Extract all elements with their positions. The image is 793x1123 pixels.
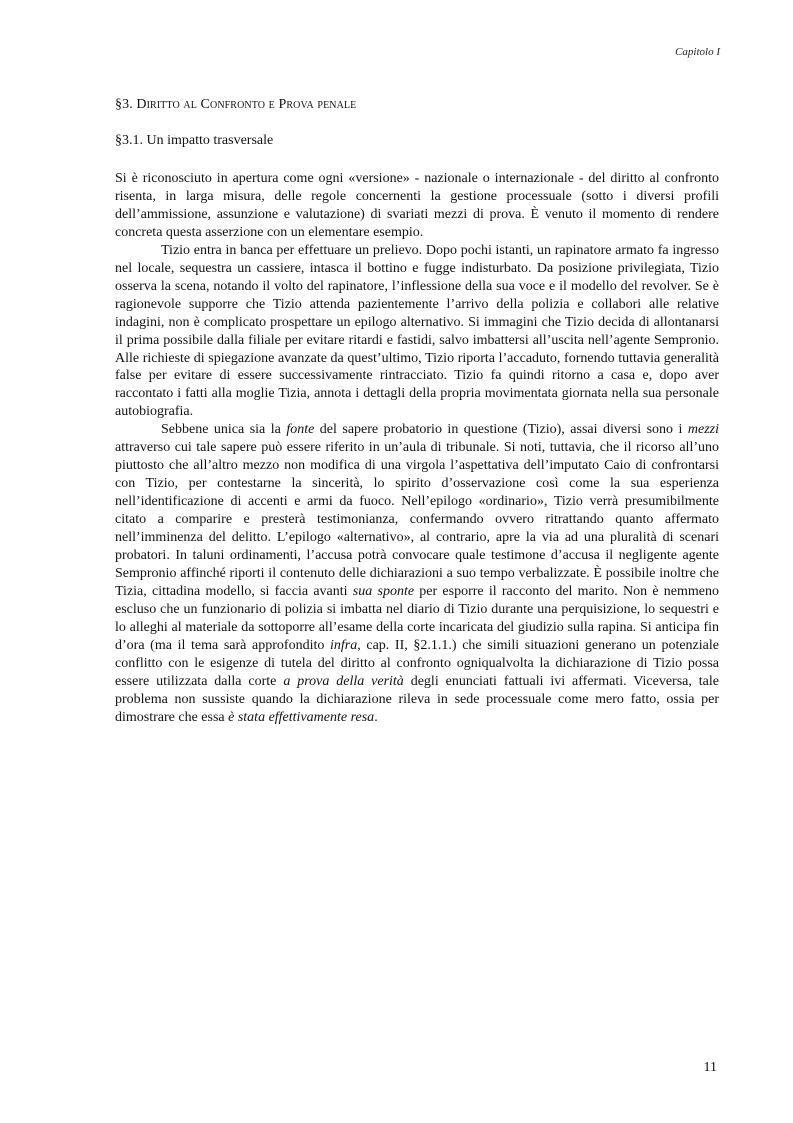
paragraph-1: Si è riconosciuto in apertura come ogni «versione» - nazionale o internazionale - del diritto al confronto risenta, in larga misura, delle regole concernenti la gestione processuale (sotto i diversi profili dell’ammissione, assunzione e valutazione) di svariati mezzi di prova. È venuto il momento di rendere concreta questa asserzione con un elementare esempio. <box>115 171 719 240</box>
emphasis-infra: infra <box>329 637 358 653</box>
page-number: 11 <box>703 1060 717 1075</box>
section-title <box>115 97 356 113</box>
paragraph-3 <box>115 421 719 726</box>
paragraph-3-text-a: Sebbene unica sia la <box>161 422 287 438</box>
emphasis-mezzi: mezzi <box>687 422 719 438</box>
paragraph-3-text-d: per esporre il racconto del marito. Non è nemmeno escluso che un funzionario di polizia si imbatta nel diario di Tizio durante una perquisizione, lo sequestri e lo alleghi al materiale da sottoporre all’esame della corte incaricata del giudizio sulla rapina. Si anticipa fin d’ora (ma il tema sarà approfondito <box>115 583 719 653</box>
paragraph-3-text-e: , cap. II, §2.1.1.) che simili situazioni generano un potenziale conflitto con le esigenze di tutela del diritto al confronto ogniqualvolta la dichiarazione di Tizio possa essere utilizzata dalla corte <box>115 637 719 689</box>
section-title-initial-1: D <box>136 97 147 112</box>
section-title-rest-1: iritto al <box>146 97 201 112</box>
section-number: §3. <box>115 97 137 112</box>
paragraph-3-text-c: attraverso cui tale sapere può essere riferito in un’aula di tribunale. Si noti, tuttavia, che il ricorso all’uno piuttosto che all’altro mezzo non modifica di una virgola l’aspettativa dell’imputato Caio di confrontarsi con Tizio, per contestarne la sincerità, lo spirito d’osservazione così come la sua esperienza nell’identificazione di accenti e armi da fuoco. Nell’epilogo «ordinario», Tizio verrà presumibilmente citato a comparire e presterà testimonianza, confermando ovvero ritrattando quanto affermato nell’imminenza del delitto. L’epilogo «alternativo», al contrario, apre la via ad una pluralità di scenari probatori. In taluni ordinamenti, l’accusa potrà convocare quale testimone d’accusa il negligente agente Sempronio affinché riporti il contenuto delle dichiarazioni a suo tempo verbalizzate. È possibile inoltre che Tizia, cittadina modello, si faccia avanti <box>115 440 719 599</box>
section-title-rest-2: onfronto e <box>210 97 279 112</box>
subsection-title: §3.1. Un impatto trasversale <box>115 133 274 148</box>
paragraph-3-text-b: del sapere probatorio in questione (Tizio), assai diversi sono i <box>314 422 688 438</box>
paragraph-2: Tizio entra in banca per effettuare un prelievo. Dopo pochi istanti, un rapinatore armato fa ingresso nel locale, sequestra un cassiere, intasca il bottino e fugge indisturbato. Da posizione privilegiata, Tizio osserva la scena, notando il volto del rapinatore, l’inflessione della sua voce e il modello del revolver. Se è ragionevole supporre che Tizio attenda pazientemente l’arrivo della polizia e collabori alle relative indagini, non è complicato prospettare un epilogo alternativo. Si immagini che Tizio decida di allontanarsi il prima possibile dalla filiale per evitare ritardi e fastidi, salvo imbattersi all’uscita nell’agente Sempronio. Alle richieste di spiegazione avanzate da quest’ultimo, Tizio riporta l’accaduto, fornendo tuttavia generalità false per evitare di essere successivamente rintracciato. Tizio fa quindi ritorno a casa e, dopo aver raccontato i fatti alla moglie Tizia, annota i dettagli della propria movimentata giornata nella sua personale autobiografia. <box>115 242 719 420</box>
running-head: Capitolo I <box>675 46 720 58</box>
emphasis-a-prova: a prova della verità <box>283 673 404 689</box>
paragraph-3-text-g: . <box>374 709 378 725</box>
emphasis-sua-sponte: sua sponte <box>352 583 415 599</box>
section-title-initial-2: C <box>200 97 210 112</box>
section-title-rest-3: rova penale <box>286 97 357 112</box>
emphasis-e-stata: è stata effettivamente resa <box>228 709 375 725</box>
emphasis-fonte: fonte <box>286 422 315 438</box>
section-title-initial-3: P <box>278 97 287 112</box>
body-text <box>115 170 719 727</box>
paragraph-3-text-f: degli enunciati fattuali ivi affermati. Viceversa, tale problema non sussiste quando la dichiarazione rileva in sede processuale come mero fatto, ossia per dimostrare che essa <box>115 673 719 725</box>
